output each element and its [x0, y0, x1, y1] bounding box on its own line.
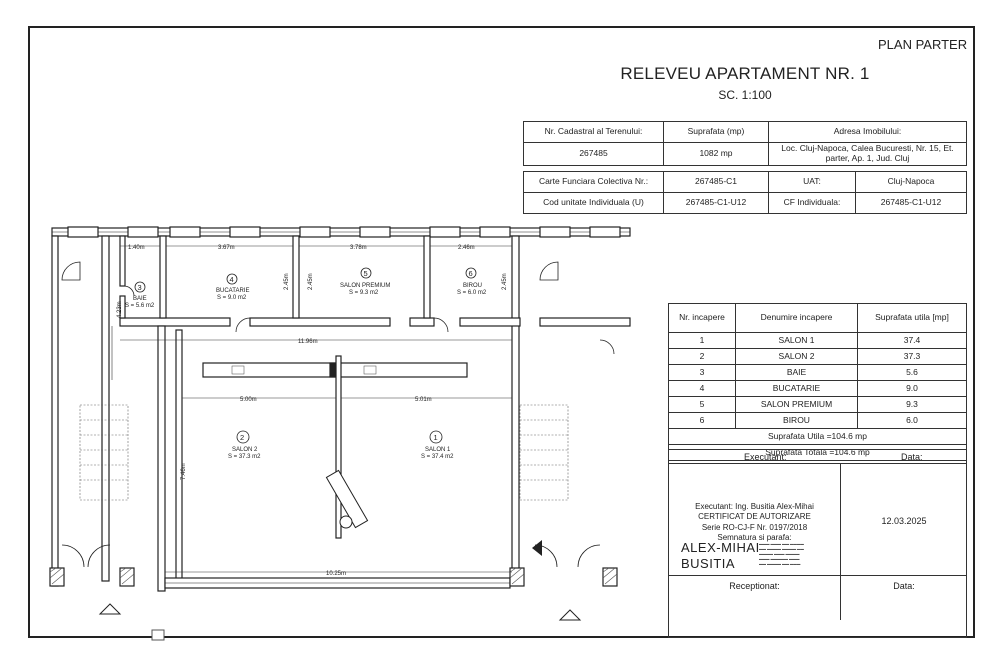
total-area: Suprafata Totala =104.6 mp: [669, 445, 967, 461]
dim-label: 2.46m: [458, 245, 475, 251]
dim-label: 11.96m: [298, 339, 318, 345]
date-label: Data:: [901, 452, 923, 462]
room-area: S = 5.6 m2: [125, 303, 155, 309]
table-row: 4 BUCATARIE 9.0: [669, 381, 967, 397]
column-detail: [100, 470, 580, 640]
scale-label: SC. 1:100: [718, 88, 772, 102]
dim-label: 2.45m: [502, 273, 508, 290]
walls: [50, 227, 630, 591]
room-number: 3: [137, 283, 142, 292]
header-address: Adresa Imobilului:: [769, 122, 967, 143]
room-area: S = 6.0 m2: [457, 290, 487, 296]
label-cf-individuala: CF Individuala:: [769, 193, 856, 214]
dim-label: 3.78m: [350, 245, 367, 251]
dimension-lines: [112, 246, 512, 572]
value-surface: 1082 mp: [664, 143, 769, 166]
label-cod-unitate: Cod unitate Individuala (U): [524, 193, 664, 214]
room-name: SALON 1: [425, 447, 451, 453]
signature-fine-print: ▬▬▬ ▬▬▬ ▬▬ ▬▬▬▬ ▬▬ ▬▬▬▬ ▬▬▬▬ ▬▬ ▬▬▬▬ ▬▬▬ ▬▬▬▬ ▬▬▬ ▬▬▬▬▬ ▬▬▬ ▬▬ ▬▬▬▬ ▬▬ ▬▬▬: [759, 542, 804, 566]
room-name: BUCATARIE: [216, 288, 250, 294]
room-number: 2: [240, 433, 245, 442]
dim-label: 3.67m: [218, 245, 235, 251]
table-row: 6 BIROU 6.0: [669, 413, 967, 429]
value-cadastral: 267485: [524, 143, 664, 166]
label-cf-colectiva: Carte Funciara Colectiva Nr.:: [524, 172, 664, 193]
executant-info: Executant: Ing. Busitia Alex-Mihai CERTIFICAT DE AUTORIZARE Serie RO-CJ-F Nr. 0197/2018 Semnatura si parafa:: [695, 502, 814, 543]
stairs: [80, 405, 568, 500]
value-cod-unitate: 267485-C1-U12: [664, 193, 769, 214]
room-area: S = 37.3 m2: [228, 454, 261, 460]
value-address: Loc. Cluj-Napoca, Calea Bucuresti, Nr. 15, Et. parter, Ap. 1, Jud. Cluj: [769, 143, 967, 166]
header-cadastral: Nr. Cadastral al Terenului:: [524, 122, 664, 143]
label-uat: UAT:: [769, 172, 856, 193]
room-name: BIROU: [463, 283, 483, 289]
executant-label: Executant:: [744, 452, 787, 462]
room-name: SALON PREMIUM: [340, 283, 391, 289]
room-number: 1: [433, 433, 438, 442]
rooms-header-name: Denumire incapere: [736, 304, 858, 333]
table-row: 2 SALON 2 37.3: [669, 349, 967, 365]
dim-label: 10.25m: [326, 571, 347, 577]
room-name: SALON 2: [232, 447, 258, 453]
header-surface: Suprafata (mp): [664, 122, 769, 143]
room-area: S = 9.0 m2: [217, 295, 247, 301]
room-number: 6: [468, 269, 473, 278]
dim-label: 2.45m: [284, 273, 290, 290]
dim-label: 5.00m: [240, 397, 257, 403]
dim-label: 2.45m: [308, 273, 314, 290]
sheet-title: PLAN PARTER: [878, 37, 968, 52]
dim-label: 1.40m: [128, 245, 145, 251]
dim-label: 7.46m: [181, 463, 187, 480]
room-area: S = 37.4 m2: [421, 454, 454, 460]
table-row: 5 SALON PREMIUM 9.3: [669, 397, 967, 413]
value-cf-individuala: 267485-C1-U12: [856, 193, 967, 214]
room-number: 4: [229, 275, 234, 284]
digital-signature-stamp: ALEX-MIHAI BUSITIA ▬▬▬ ▬▬▬ ▬▬ ▬▬▬▬ ▬▬ ▬▬▬▬ ▬▬▬▬ ▬▬ ▬▬▬▬ ▬▬▬ ▬▬▬▬ ▬▬▬ ▬▬▬▬▬ ▬▬▬ ▬▬ ▬▬▬▬ ▬▬ ▬▬▬: [679, 540, 839, 576]
table-row: 1 SALON 1 37.4: [669, 333, 967, 349]
receptionat-date-label: Data:: [893, 581, 915, 591]
value-uat: Cluj-Napoca: [856, 172, 967, 193]
total-useful-area: Suprafata Utila =104.6 mp: [669, 429, 967, 445]
rooms-header-area: Suprafata utila [mp]: [858, 304, 967, 333]
table-row: 3 BAIE 5.6: [669, 365, 967, 381]
room-area: S = 9.3 m2: [349, 290, 379, 296]
room-name: BAIE: [133, 296, 147, 302]
page-title: RELEVEU APARTAMENT NR. 1: [620, 64, 870, 83]
signature-date: 12.03.2025: [881, 516, 927, 526]
rooms-header-nr: Nr. incapere: [669, 304, 736, 333]
room-number: 5: [363, 269, 368, 278]
dim-label: 4.23m: [117, 301, 123, 318]
receptionat-label: Receptionat:: [729, 581, 780, 591]
dim-label: 5.01m: [415, 397, 432, 403]
value-cf-colectiva: 267485-C1: [664, 172, 769, 193]
